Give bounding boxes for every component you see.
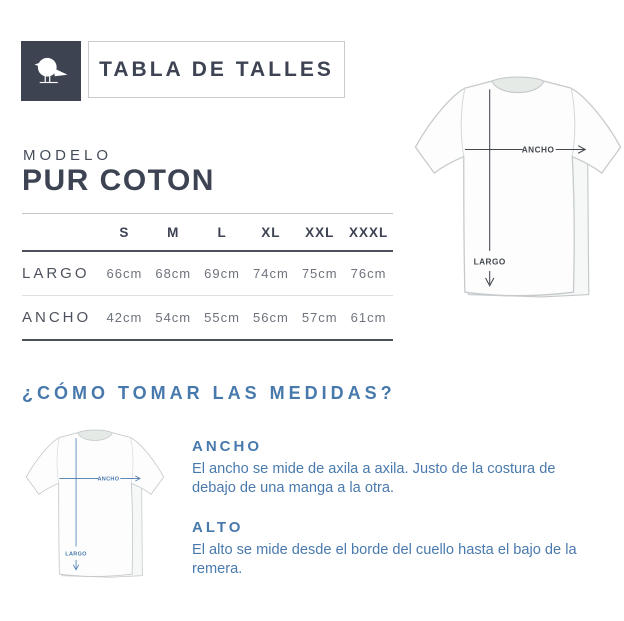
- size-table-header-row: [22, 214, 393, 252]
- length-arrow-label: LARGO: [65, 551, 87, 558]
- bird-icon: [33, 55, 69, 87]
- width-arrow-label: ANCHO: [521, 145, 555, 155]
- width-arrow-label: ANCHO: [97, 476, 120, 483]
- size-column-header: XXL: [305, 225, 335, 240]
- table-row-ancho: [22, 296, 393, 341]
- how-to-title: ¿CÓMO TOMAR LAS MEDIDAS?: [22, 383, 396, 403]
- size-value-cell: 66cm: [106, 266, 143, 281]
- size-column-header: L: [217, 225, 227, 240]
- size-value-cell: 74cm: [253, 266, 289, 281]
- size-column-header: XL: [261, 225, 281, 240]
- size-value-cell: 76cm: [350, 266, 387, 281]
- size-table-corner-cell: [22, 214, 100, 252]
- size-value-cell: 57cm: [301, 310, 338, 325]
- tshirt-diagram-small: [16, 428, 174, 582]
- measure-section-text: El ancho se mide de axila a axila. Justo de la costura de debajo de una manga a la otra.: [192, 461, 556, 496]
- measure-instructions: [192, 438, 594, 579]
- model-label: MODELO: [23, 147, 113, 164]
- size-column-header: M: [167, 225, 180, 240]
- size-column-header: S: [119, 225, 130, 240]
- measure-section-heading: ALTO: [192, 519, 244, 536]
- size-column-header: XXXL: [348, 225, 389, 240]
- measure-section-alto: [192, 519, 594, 579]
- tshirt-diagram-large: [400, 74, 624, 304]
- model-name: PUR COTON: [22, 164, 215, 197]
- size-table: [22, 213, 393, 341]
- size-value-cell: 68cm: [155, 266, 192, 281]
- table-row-largo: [22, 251, 393, 296]
- size-value-cell: 56cm: [253, 310, 289, 325]
- size-value-cell: 75cm: [301, 266, 338, 281]
- measure-section-ancho: [192, 438, 594, 498]
- size-value-cell: 55cm: [204, 310, 240, 325]
- brand-logo: [21, 41, 81, 101]
- size-value-cell: 42cm: [106, 310, 143, 325]
- size-chart-title-box: [88, 41, 345, 98]
- size-value-cell: 61cm: [350, 310, 387, 325]
- row-label: ANCHO: [22, 309, 92, 326]
- size-value-cell: 69cm: [204, 266, 240, 281]
- row-label: LARGO: [22, 265, 90, 282]
- size-chart-title: TABLA DE TALLES: [99, 57, 334, 81]
- size-value-cell: 54cm: [155, 310, 192, 325]
- length-arrow-label: LARGO: [473, 257, 506, 267]
- measure-section-heading: ANCHO: [192, 438, 262, 455]
- measure-section-text: El alto se mide desde el borde del cuello hasta el bajo de la remera.: [192, 542, 577, 577]
